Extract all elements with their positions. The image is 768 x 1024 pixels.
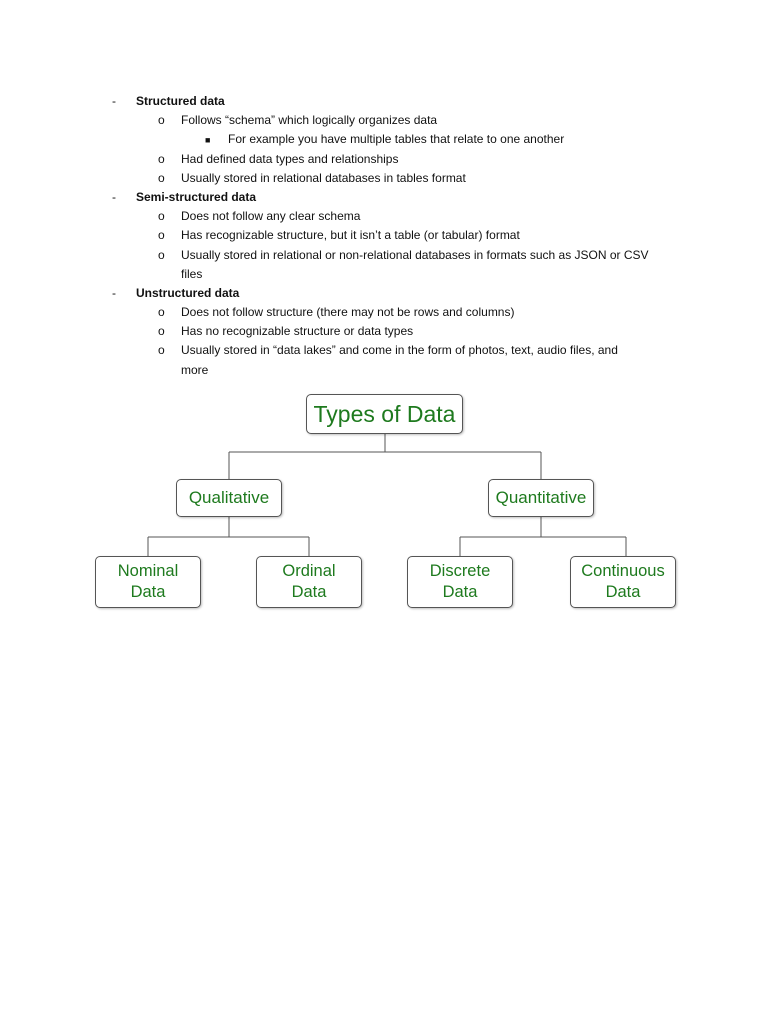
list-item [0, 188, 768, 207]
circle-bullet: o [158, 343, 165, 358]
circle-bullet: o [158, 151, 165, 166]
list-item-text: Had defined data types and relationships [181, 151, 399, 166]
notes-list [0, 92, 768, 380]
circle-bullet: o [158, 170, 165, 185]
list-item-text: Usually stored in relational or non-relational databases in formats such as JSON or CSV [181, 247, 649, 262]
node-label-line1: Ordinal [282, 562, 336, 580]
list-item [0, 284, 768, 303]
list-item-text: more [181, 362, 209, 377]
node-label-line1: Discrete [429, 562, 491, 580]
node-qualitative [176, 479, 282, 517]
list-item-text: Usually stored in relational databases in tables format [181, 170, 466, 185]
list-item-text: Does not follow any clear schema [181, 209, 361, 224]
node-label-line1: Nominal [117, 562, 179, 580]
dash-bullet: - [112, 94, 116, 108]
node-label-line2: Data [130, 583, 166, 601]
list-item-text: Unstructured data [136, 285, 240, 300]
node-label-line2: Data [442, 583, 478, 601]
list-item-text: Structured data [136, 94, 225, 108]
list-item [0, 322, 768, 341]
node-label: Types of Data [313, 400, 456, 427]
node-quantitative [488, 479, 594, 517]
list-item [0, 150, 768, 169]
circle-bullet: o [158, 209, 165, 224]
node-label-line1: Continuous [581, 562, 665, 580]
list-item-text: Usually stored in “data lakes” and come in the form of photos, text, audio files, and [181, 343, 618, 358]
node-ordinal-data [256, 556, 362, 608]
list-item [0, 207, 768, 226]
node-discrete-data [407, 556, 513, 608]
list-item-text: Has no recognizable structure or data types [181, 324, 414, 339]
node-types-of-data [306, 394, 463, 434]
list-item [0, 92, 768, 111]
list-item [0, 130, 768, 149]
circle-bullet: o [158, 305, 165, 320]
list-item-text: Follows “schema” which logically organizes data [181, 113, 438, 128]
list-item-text: Does not follow structure (there may not be rows and columns) [181, 305, 515, 320]
list-item-continuation [0, 361, 768, 380]
list-item [0, 303, 768, 322]
list-item-continuation [0, 265, 768, 284]
node-label-line2: Data [291, 583, 327, 601]
dash-bullet: - [112, 285, 116, 300]
list-item [0, 226, 768, 245]
node-label: Quantitative [495, 488, 587, 507]
list-item-text: Semi-structured data [136, 189, 257, 204]
node-label-line2: Data [605, 583, 641, 601]
node-nominal-data [95, 556, 201, 608]
circle-bullet: o [158, 247, 165, 262]
list-item [0, 169, 768, 188]
square-bullet: ■ [205, 135, 211, 146]
list-item [0, 246, 768, 265]
circle-bullet: o [158, 113, 165, 128]
node-continuous-data [570, 556, 676, 608]
list-item [0, 111, 768, 130]
list-item-text: files [181, 266, 203, 281]
circle-bullet: o [158, 228, 165, 243]
dash-bullet: - [112, 189, 116, 204]
list-item [0, 341, 768, 360]
node-label: Qualitative [188, 488, 270, 507]
list-item-text: Has recognizable structure, but it isn’t a table (or tabular) format [181, 228, 520, 243]
circle-bullet: o [158, 324, 165, 339]
list-item-text: For example you have multiple tables that relate to one another [228, 132, 565, 147]
